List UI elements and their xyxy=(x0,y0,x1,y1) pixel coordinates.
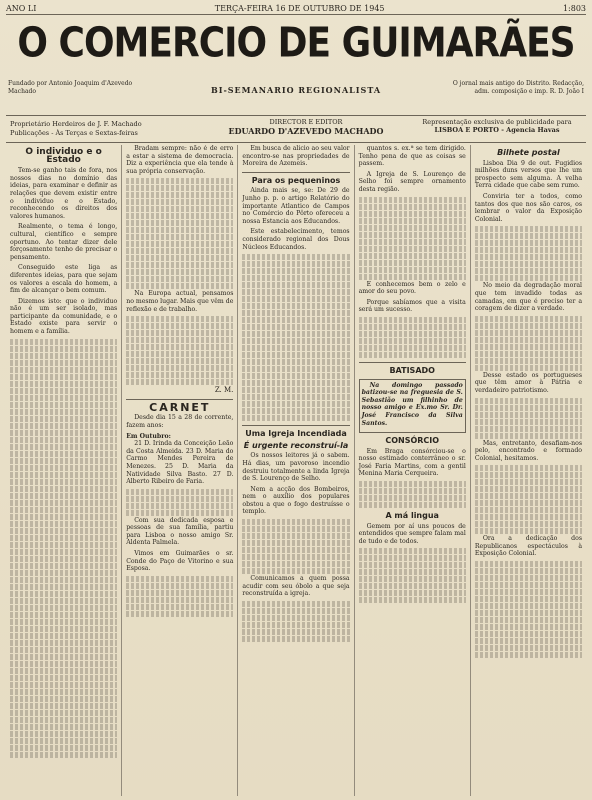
text-lines xyxy=(10,360,117,366)
text-lines xyxy=(10,528,117,534)
text-lines xyxy=(10,577,117,583)
text-lines xyxy=(242,317,349,323)
text-lines xyxy=(10,654,117,660)
text-lines xyxy=(475,433,582,439)
text-lines xyxy=(126,351,233,357)
text-lines xyxy=(10,612,117,618)
text-lines xyxy=(10,346,117,352)
text-lines xyxy=(242,310,349,316)
text-lines xyxy=(10,745,117,751)
text-lines xyxy=(126,178,233,184)
text-lines xyxy=(10,696,117,702)
paragraph: Com sua dedicada esposa e pessoas de sua família, partiu para Lisboa o nosso amigo Sr. Aldenta Palmela. xyxy=(126,516,234,547)
article-heading: CONSÓRCIO xyxy=(385,436,440,446)
text-lines xyxy=(126,206,233,212)
text-lines xyxy=(10,479,117,485)
text-lines xyxy=(475,323,582,329)
text-lines xyxy=(242,601,349,607)
text-lines xyxy=(475,365,582,371)
text-lines xyxy=(359,253,466,259)
text-lines xyxy=(10,661,117,667)
text-lines xyxy=(10,724,117,730)
article-heading: A má lingua xyxy=(385,511,439,521)
text-lines xyxy=(242,415,349,421)
text-lines xyxy=(475,358,582,364)
text-lines xyxy=(475,638,582,644)
text-lines xyxy=(242,394,349,400)
masthead xyxy=(8,16,584,76)
text-lines xyxy=(126,262,233,268)
text-lines xyxy=(475,652,582,658)
text-lines xyxy=(126,241,233,247)
paragraph: E conhecemos bem o zelo e amor do seu povo. xyxy=(358,280,466,296)
text-lines xyxy=(359,345,466,351)
info-left xyxy=(10,120,180,138)
text-lines xyxy=(475,344,582,350)
proprietor: Proprietário Herdeiros de J. F. Machado xyxy=(10,120,142,128)
paragraph: Conviria ter a todos, como tantos dos que nos são caros, os lembrar o valor da Exposição Colonial. xyxy=(474,192,583,223)
text-lines xyxy=(242,261,349,267)
announcement-text: Na domingo passado batizou-se na freguesia de S. Sebastião um filhinho de nosso amigo e Ex.mo Sr. Dr. José Francisco da Silva Santos. xyxy=(361,381,463,427)
paragraph: Conseguido este liga as diferentes ideias, para que sejam os valores a escala do homem, a fim de alcançar o bem comum. xyxy=(10,264,118,295)
text-lines xyxy=(10,556,117,562)
paragraph: Ainda mais se, se: De 29 de Junho p. p. o artigo Relatório do importante Atlantico de Campos no Comércio do Pôrto ofereceu a nossa Estancia aos Educandos. xyxy=(242,187,350,225)
text-lines xyxy=(359,246,466,252)
text-lines xyxy=(126,220,233,226)
paragraph: Vimos em Guimarães o sr. Conde do Paço de Vitorino e sua Esposa. xyxy=(126,550,234,573)
text-lines xyxy=(126,503,233,509)
text-lines xyxy=(10,514,117,520)
carnet-month: Em Outubro: xyxy=(126,432,171,440)
text-lines xyxy=(126,199,233,205)
article-heading: Uma Igreja Incendiada xyxy=(245,429,347,439)
carnet-intro: Desde dia 15 a 28 de corrente, fazem anos: xyxy=(126,414,234,429)
text-lines xyxy=(126,489,233,495)
paragraph: Porque sabíamos que a visita será um sucesso. xyxy=(358,298,466,314)
text-lines xyxy=(475,419,582,425)
publication-days: Publicações - Às Terças e Sextas-feiras xyxy=(10,129,138,137)
info-bar xyxy=(6,115,586,143)
text-lines xyxy=(475,528,582,534)
text-lines xyxy=(10,717,117,723)
text-lines xyxy=(126,590,233,596)
text-lines xyxy=(242,387,349,393)
text-lines xyxy=(242,366,349,372)
text-lines xyxy=(10,444,117,450)
text-lines xyxy=(475,240,582,246)
text-lines xyxy=(10,668,117,674)
text-lines xyxy=(475,351,582,357)
text-lines xyxy=(126,597,233,603)
paragraph: Desse estado os portugueses que têm amor à Pátria e verdadeiro patriotismo. xyxy=(474,371,583,394)
text-lines xyxy=(359,204,466,210)
text-lines xyxy=(10,633,117,639)
text-lines xyxy=(475,617,582,623)
text-lines xyxy=(126,379,233,385)
text-lines xyxy=(359,225,466,231)
text-lines xyxy=(242,380,349,386)
text-lines xyxy=(126,330,233,336)
text-lines xyxy=(242,615,349,621)
text-lines xyxy=(475,479,582,485)
text-lines xyxy=(475,233,582,239)
paragraph: Dizemos isto: que o individuo não é um ser isolado, mas participante da comunidade, e o Estado existe para servir o homem e a família. xyxy=(10,297,118,336)
text-lines xyxy=(10,584,117,590)
text-lines xyxy=(10,703,117,709)
text-lines xyxy=(475,254,582,260)
text-lines xyxy=(242,561,349,567)
text-lines xyxy=(126,576,233,582)
founder-note: Fundado por Antonio Joaquim d'Azevedo Machado xyxy=(8,80,133,95)
text-lines xyxy=(242,275,349,281)
text-lines xyxy=(10,598,117,604)
agency: LISBOA E PORTO - Agencia Havas xyxy=(434,126,560,134)
text-lines xyxy=(10,675,117,681)
text-lines xyxy=(126,283,233,289)
text-lines xyxy=(475,568,582,574)
text-lines xyxy=(10,339,117,345)
text-lines xyxy=(359,324,466,330)
text-lines xyxy=(10,430,117,436)
text-lines xyxy=(359,562,466,568)
text-lines xyxy=(10,451,117,457)
text-lines xyxy=(359,352,466,358)
text-lines xyxy=(475,486,582,492)
text-lines xyxy=(10,738,117,744)
text-lines xyxy=(359,548,466,554)
text-lines xyxy=(475,247,582,253)
text-lines xyxy=(242,622,349,628)
text-lines xyxy=(359,232,466,238)
article-heading: BATISADO xyxy=(389,365,435,375)
column-1 xyxy=(6,145,122,796)
text-lines xyxy=(242,636,349,642)
text-lines xyxy=(359,317,466,323)
text-lines xyxy=(242,547,349,553)
text-lines xyxy=(359,590,466,596)
text-lines xyxy=(242,324,349,330)
text-lines xyxy=(475,610,582,616)
article-heading: O individuo e o Estado xyxy=(25,147,102,165)
paragraph: Lisboa Dia 9 de out. Fugidios milhões duns versos que lhe um prospecto sem alguma. A velha Terra cidade que cabe sem rumo. xyxy=(474,159,583,190)
carnet-heading: CARNET xyxy=(149,400,211,414)
text-lines xyxy=(359,555,466,561)
author-initials: Z. M. xyxy=(214,386,234,395)
text-lines xyxy=(10,409,117,415)
text-lines xyxy=(475,412,582,418)
text-lines xyxy=(10,535,117,541)
paragraph: Realmente, o tema é longo, cultural, científico e sempre oportuno. Ao tentar dizer dele forçosamente tenho de precisar o pensamento. xyxy=(10,223,118,261)
text-lines xyxy=(10,731,117,737)
text-lines xyxy=(10,682,117,688)
text-lines xyxy=(475,226,582,232)
text-lines xyxy=(475,275,582,281)
text-lines xyxy=(126,276,233,282)
paragraph: Gemem por aí uns poucos de entendidos que sempre falam mal de tudo e de todos. xyxy=(358,522,466,545)
text-lines xyxy=(126,496,233,502)
text-lines xyxy=(10,395,117,401)
text-lines xyxy=(359,488,466,494)
subhead xyxy=(6,80,586,116)
text-lines xyxy=(10,619,117,625)
text-lines xyxy=(10,367,117,373)
text-lines xyxy=(10,423,117,429)
text-lines xyxy=(126,255,233,261)
text-lines xyxy=(10,640,117,646)
text-lines xyxy=(475,337,582,343)
text-lines xyxy=(359,331,466,337)
paragraph: Nem a acção dos Bombeiros, nem o auxílio dos populares obstou a que o fogo destruísse o templo. xyxy=(242,485,350,516)
text-lines xyxy=(475,426,582,432)
director-name: EDUARDO D'AZEVEDO MACHADO xyxy=(228,126,384,136)
text-lines xyxy=(475,575,582,581)
text-lines xyxy=(475,493,582,499)
text-lines xyxy=(475,465,582,471)
text-lines xyxy=(475,624,582,630)
text-lines xyxy=(475,631,582,637)
text-lines xyxy=(242,331,349,337)
newspaper-title: O COMERCIO DE GUIMARÃES xyxy=(17,19,575,67)
text-lines xyxy=(242,629,349,635)
text-lines xyxy=(126,234,233,240)
text-lines xyxy=(10,388,117,394)
text-lines xyxy=(359,211,466,217)
text-lines xyxy=(126,604,233,610)
text-lines xyxy=(10,626,117,632)
text-lines xyxy=(10,493,117,499)
text-lines xyxy=(126,213,233,219)
text-lines xyxy=(126,344,233,350)
text-lines xyxy=(10,416,117,422)
text-lines xyxy=(242,254,349,260)
paragraph: Ora a dedicação dos Republicanos espectáculos à Exposição Colonial. xyxy=(474,535,583,558)
text-lines xyxy=(10,402,117,408)
text-lines xyxy=(242,401,349,407)
text-lines xyxy=(475,589,582,595)
text-lines xyxy=(10,570,117,576)
text-lines xyxy=(10,521,117,527)
text-lines xyxy=(242,540,349,546)
text-lines xyxy=(126,611,233,617)
column-4 xyxy=(355,145,471,796)
text-lines xyxy=(242,519,349,525)
text-lines xyxy=(242,408,349,414)
text-lines xyxy=(242,289,349,295)
text-lines xyxy=(359,576,466,582)
text-lines xyxy=(126,269,233,275)
text-lines xyxy=(359,481,466,487)
text-lines xyxy=(242,373,349,379)
text-lines xyxy=(126,372,233,378)
issue-date: TERÇA-FEIRA 16 DE OUTUBRO DE 1945 xyxy=(214,3,385,13)
text-lines xyxy=(10,605,117,611)
text-lines xyxy=(10,591,117,597)
text-lines xyxy=(475,330,582,336)
text-lines xyxy=(10,472,117,478)
director-label: DIRECTOR E EDITOR xyxy=(269,118,343,126)
divider xyxy=(126,399,233,400)
text-lines xyxy=(10,647,117,653)
text-lines xyxy=(359,267,466,273)
text-lines xyxy=(475,261,582,267)
text-lines xyxy=(242,296,349,302)
text-lines xyxy=(126,227,233,233)
text-lines xyxy=(10,465,117,471)
text-lines xyxy=(242,608,349,614)
divider xyxy=(359,362,466,363)
text-lines xyxy=(10,458,117,464)
paragraph: Em busca de alicio ao seu valor encontro-se nas propriedades de Moreira de Azemeis. xyxy=(242,145,350,168)
text-lines xyxy=(126,583,233,589)
text-lines xyxy=(475,316,582,322)
announcement-box xyxy=(359,379,466,434)
paragraph: Bradam sempre: não é de erro a estar a sistema de democracia. Diz a experiência que ela tende à sua própria conservação. xyxy=(126,145,234,175)
issue-number: 1:803 xyxy=(562,3,586,13)
text-lines xyxy=(126,185,233,191)
text-lines xyxy=(10,710,117,716)
paragraph: Tem-se ganho tais de fora, nos nossos dias no domínio das ideias, para examinar e definir as relações que devem existir entre o individuo e o Estado, reconhecendo os direitos dos valores humanos. xyxy=(10,167,118,220)
paragraph: Os nossos leitores já o sabem. Há dias, um pavoroso incendio destruiu totalmente a linda Igreja de S. Lourenço de Selho. xyxy=(242,452,350,483)
text-lines xyxy=(475,507,582,513)
text-lines xyxy=(242,568,349,574)
divider xyxy=(242,425,349,426)
column-3 xyxy=(238,145,354,796)
text-lines xyxy=(126,316,233,322)
text-lines xyxy=(359,218,466,224)
text-lines xyxy=(475,521,582,527)
text-lines xyxy=(475,596,582,602)
paragraph: Mas, entretanto, desafiam-nos pelo, encontrado e formado Colonial, hesitamos. xyxy=(474,439,583,462)
text-lines xyxy=(126,337,233,343)
text-lines xyxy=(126,323,233,329)
text-lines xyxy=(10,752,117,758)
text-lines xyxy=(242,282,349,288)
text-lines xyxy=(359,260,466,266)
text-lines xyxy=(126,248,233,254)
text-lines xyxy=(242,345,349,351)
text-lines xyxy=(126,358,233,364)
text-lines xyxy=(10,689,117,695)
paper-note: O jornal mais antigo do Distrito. Redacção, adm. composição e imp. R. D. João I xyxy=(452,80,584,95)
info-center xyxy=(206,118,406,137)
text-lines xyxy=(242,338,349,344)
column-5 xyxy=(471,145,586,796)
text-lines xyxy=(475,398,582,404)
text-lines xyxy=(242,303,349,309)
text-lines xyxy=(10,507,117,513)
text-lines xyxy=(242,533,349,539)
article-subheading: É urgente reconstruí-la xyxy=(243,440,349,450)
paragraph: Em Braga consórciou-se o nosso estimado conterrâneo o sr. José Faria Martins, com a gentil Menina Maria Cerqueira. xyxy=(358,447,466,478)
volume: ANO LI xyxy=(6,3,37,13)
paragraph: No meio da degradação moral que tem invadido todas as camadas, em que é preciso ter a coragem de dizer a verdade. xyxy=(474,282,583,313)
text-lines xyxy=(126,192,233,198)
text-lines xyxy=(475,582,582,588)
text-lines xyxy=(10,500,117,506)
divider xyxy=(242,172,349,173)
text-lines xyxy=(475,472,582,478)
article-heading: Para os pequeninos xyxy=(251,175,341,185)
text-lines xyxy=(10,353,117,359)
paragraph: Este estabelecimento, temos considerado regional dos Dous Núcleos Educandos. xyxy=(242,228,350,251)
text-lines xyxy=(242,526,349,532)
text-lines xyxy=(10,563,117,569)
text-lines xyxy=(475,603,582,609)
text-lines xyxy=(475,268,582,274)
info-right xyxy=(412,118,582,134)
text-lines xyxy=(10,549,117,555)
text-lines xyxy=(10,486,117,492)
text-lines xyxy=(242,268,349,274)
text-lines xyxy=(475,561,582,567)
text-lines xyxy=(10,542,117,548)
text-lines xyxy=(242,554,349,560)
article-columns xyxy=(6,145,586,796)
text-lines xyxy=(126,510,233,516)
column-2 xyxy=(122,145,238,796)
text-lines xyxy=(242,352,349,358)
text-lines xyxy=(10,381,117,387)
paragraph: quantos s. ex.ª se tem dirigido. Tenho pena de que as coisas se passem. xyxy=(358,145,466,168)
text-lines xyxy=(475,500,582,506)
text-lines xyxy=(242,359,349,365)
text-lines xyxy=(359,197,466,203)
article-heading: Bilhete postal xyxy=(497,148,560,157)
text-lines xyxy=(475,514,582,520)
text-lines xyxy=(10,437,117,443)
text-lines xyxy=(126,365,233,371)
text-lines xyxy=(359,239,466,245)
text-lines xyxy=(359,583,466,589)
advertising-note: Representação exclusiva de publicidade para xyxy=(422,118,572,126)
text-lines xyxy=(359,274,466,280)
paragraph: Na Europa actual, pensamos no mesmo lugar. Mais que vêm de reflexão e de trabalho. xyxy=(126,290,234,313)
text-lines xyxy=(475,645,582,651)
text-lines xyxy=(359,338,466,344)
text-lines xyxy=(10,374,117,380)
paper-type: BI-SEMANARIO REGIONALISTA xyxy=(210,85,382,95)
text-lines xyxy=(359,495,466,501)
text-lines xyxy=(359,597,466,603)
carnet-list: 21 D. Irinda da Conceição Leão da Costa Almeida. 23 D. Maria do Carmo Mendes Pereira de Menezes. 25 D. Maria da Natividade Silva Basto. 27 D. Alberto Ribeiro de Faria. xyxy=(126,440,234,486)
text-lines xyxy=(475,405,582,411)
paragraph: Comunicamos a quem possa acudir com seu óbolo a que seja reconstruída a igreja. xyxy=(242,575,350,598)
text-lines xyxy=(359,502,466,508)
paragraph: A Igreja de S. Lourenço de Selho foi sempre ornamento desta região. xyxy=(358,170,466,193)
text-lines xyxy=(359,569,466,575)
